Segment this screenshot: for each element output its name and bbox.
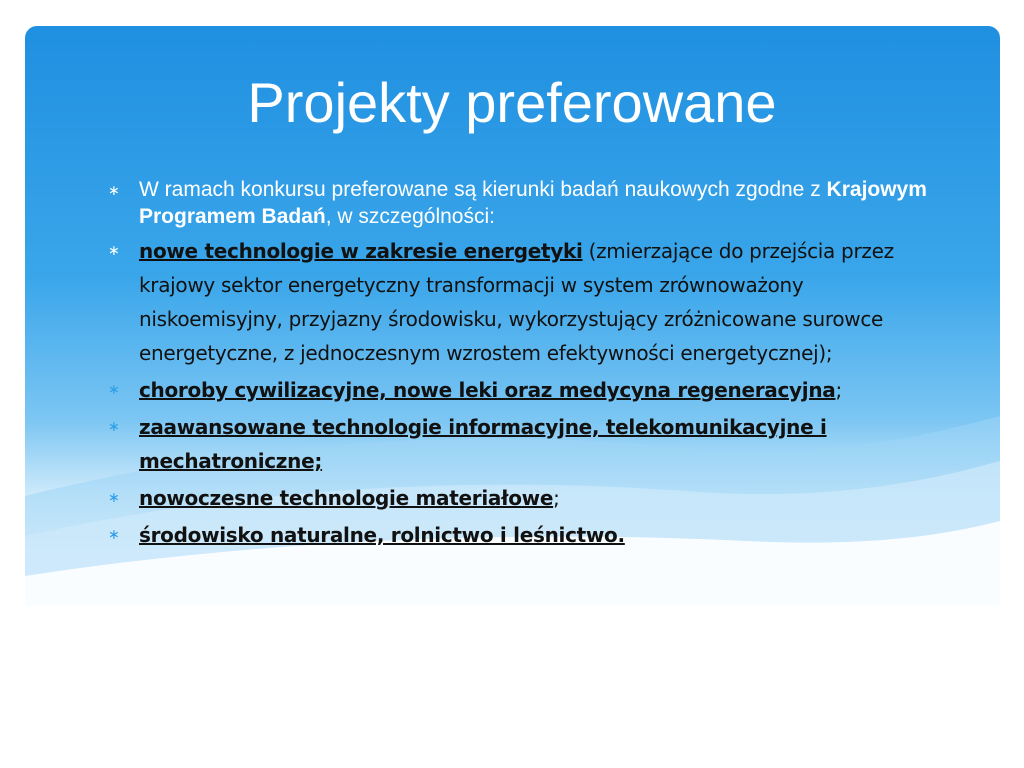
bullet-list <box>108 176 928 555</box>
asterisk-bullet-icon: ∗ <box>108 490 120 506</box>
item-emphasis: zaawansowane technologie informacyjne, telekomunikacyjne i mechatroniczne; <box>139 415 827 473</box>
list-item <box>108 481 928 515</box>
asterisk-bullet-icon: ∗ <box>108 419 120 435</box>
list-item-intro <box>108 176 928 230</box>
list-item <box>108 410 928 478</box>
item-emphasis: środowisko naturalne, rolnictwo i leśnictwo. <box>139 523 625 547</box>
list-item <box>108 518 928 552</box>
asterisk-bullet-icon: ∗ <box>108 527 120 543</box>
intro-program-name: Krajowym Programem Badań <box>139 178 927 228</box>
item-text: ; <box>835 378 842 402</box>
list-item <box>108 234 928 370</box>
intro-text: W ramach konkursu preferowane są kierunki badań naukowych zgodne z <box>139 178 827 201</box>
slide-title: Projekty preferowane <box>247 71 777 134</box>
item-text: ; <box>553 486 560 510</box>
asterisk-bullet-icon: ∗ <box>108 243 120 259</box>
item-emphasis: nowe technologie w zakresie energetyki <box>139 239 583 263</box>
item-emphasis: choroby cywilizacyjne, nowe leki oraz medycyna regeneracyjna <box>139 378 836 402</box>
list-item <box>108 373 928 407</box>
asterisk-bullet-icon: ∗ <box>108 183 120 199</box>
item-text: (zmierzające do przejścia przez krajowy sektor energetyczny transformacji w system zrównoważony niskoemisyjny, przyjazny środowisku, wykorzystujący zróżnicowane surowce energetyczne, z jednoczesnym wzrostem efektywności energetycznej); <box>139 239 894 365</box>
item-emphasis: nowoczesne technologie materiałowe <box>139 486 554 510</box>
intro-text-end: , w szczególności: <box>325 205 495 228</box>
asterisk-bullet-icon: ∗ <box>108 382 120 398</box>
